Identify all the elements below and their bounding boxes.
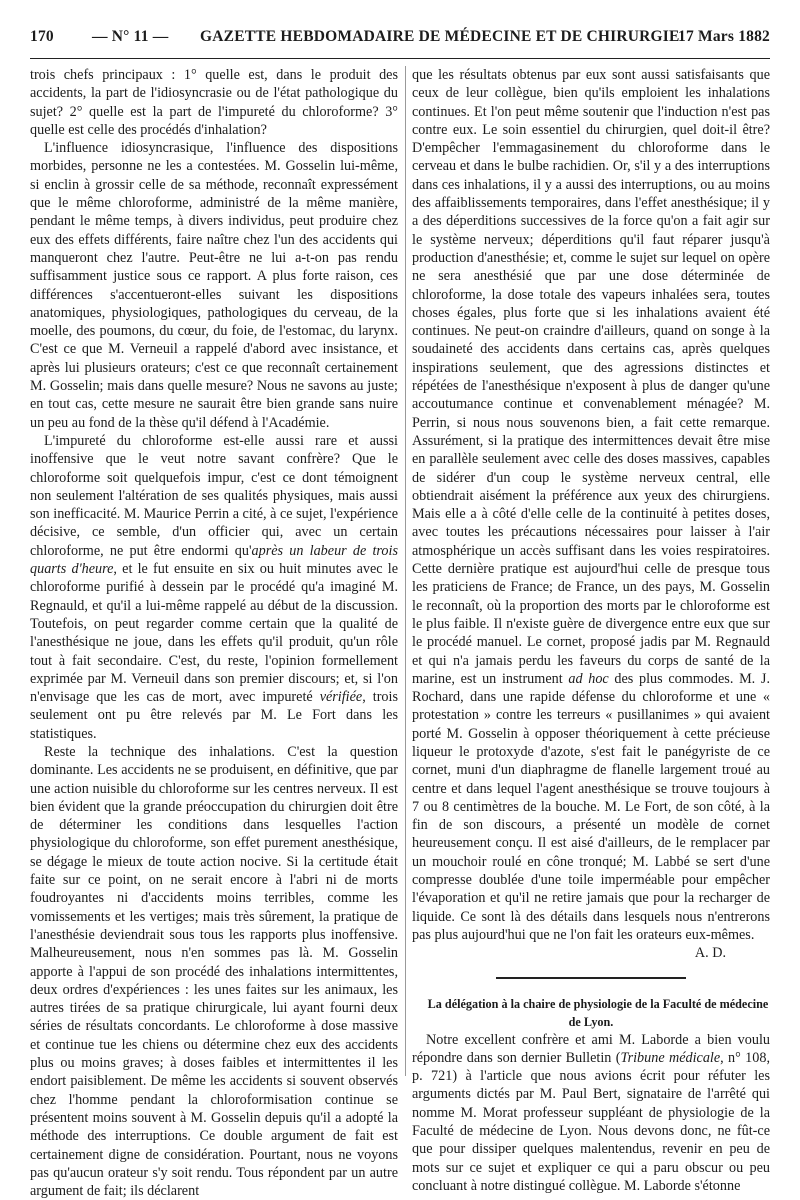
- left-column: [30, 66, 399, 1200]
- text-run: Notre excellent confrère et ami M. Laborde a bien voulu répondre dans son dernier Bulletin (: [412, 1031, 770, 1066]
- right-column: [412, 66, 770, 1194]
- text-run: des plus commodes. M. J. Rochard, dans une rapide défense du chloroforme et une « protestation » contre les terreurs « pusillanimes » qui avaient porté M. Gosselin à opposer théoriquement à cette précieuse liqueur le protoxyde d'azote, s'est fait le panégyriste de ce cornet, muni d'un diaphragme de flanelle largement troué au centre et dans lequel l'agent anesthésique se trouve toujours à 7 ou 8 centimètres de la bouche. M. Le Fort, de son côté, à la fin de son discours, a présenté un modèle de cornet heureusement conçu. Il est aisé d'ailleurs, de le remplacer par un mouchoir roulé en cône tronqué; M. Labbé se sert d'une compresse doublée d'une toile imperméable pour empêcher l'évaporation et qu'il ne retire jamais que pour la recharger de liquide. Ce sont là des détails dans lesquels nous n'entrerons pas plus aujourd'hui que ne l'on fait les orateurs eux-mêmes.: [412, 670, 770, 943]
- page-number: 170: [30, 28, 54, 45]
- page-header: [30, 28, 770, 54]
- paragraph: [412, 1031, 770, 1196]
- paragraph: L'influence idiosyncrasique, l'influence des dispositions morbides, personne ne les a contestées. M. Gosselin lui-même, si enclin à grossir celle de sa méthode, reconnaît expressément que le même chloroforme, administré de la même manière, pendant le même temps, à divers individus, peut produire chez eux des effets différents, faire naître chez l'un des accidents qui manqueront chez l'autre. Peut-être ne lui a-t-on pas rendu suffisamment justice sous ce rapport. A plus forte raison, ces différences s'accentueront-elles suivant les dispositions anatomiques, physiologiques, pathologiques du cerveau, de la moelle, des poumons, du cœur, du foie, de l'estomac, du larynx. C'est ce que M. Verneuil a rappelé d'abord avec insistance, et après lui plusieurs orateurs; c'est ce que reconnaît certainement M. Gosselin; mais dans quelle mesure? Nous ne savons au juste; en tout cas, cette mesure ne saurait être bien grande sans nuire un peu au fond de la thèse qu'il défend à l'Académie.: [30, 140, 398, 431]
- journal-title: GAZETTE HEBDOMADAIRE DE MÉDECINE ET DE CHIRURGIE: [200, 28, 680, 45]
- issue-number: — N° 11 —: [92, 28, 169, 45]
- issue-date: 17 Mars 1882: [678, 28, 770, 45]
- text-run: , trois seulement ont pu être relevés par M. Le Fort dans les statistiques.: [30, 689, 398, 742]
- italic-text: après un labeur de trois quarts d'heure: [30, 542, 398, 578]
- section-title: La délégation à la chaire de physiologie de la Faculté de médecine de Lyon.: [427, 996, 769, 1029]
- text-run: que les résultats obtenus par eux sont aussi satisfaisants que ceux de leur collègue, bien qu'ils emploient les inhalations continues. Et l'on peut même soutenir que l'induction n'est pas contre eux. Le soin essentiel du chirurgien, quel doit-il être? D'empêcher l'emmagasinement du chloroforme dans le cerveau et dans le bulbe rachidien. Or, s'il y a des interruptions dans ces inhalations, il y a aussi des interruptions, ou au moins des affaiblissements temporaires, dans l'effet anesthésique; il y a des déperditions successives de la force qu'on a fait agir sur le système nerveux; déperditions qu'il faut réparer jusqu'à production d'anesthésie; et, comme le sujet sur lequel on opère ne sera anesthésié que par une dose déterminée de chloroforme, la dose totale des vapeurs inhalées sera, toutes choses égales, plus forte que si les inhalations avaient été continues. Ne peut-on craindre d'ailleurs, quand on songe à la soudaineté des accidents dans certains cas, après quelques inspirations seulement, que des agressions distinctes et répétées de l'anesthésique n'exposent à plus de danger qu'une accoutumance continue et convenablement ménagée? M. Perrin, si nous nous souvenons bien, a fait cette remarque. Assurément, si la pratique des intermittences devait être mise en parallèle seulement avec celle des doses massives, capables de sidérer d'un coup le système nerveux central, elle obtiendrait aisément la préférence aux yeux des chirurgiens. Mais elle a à côté d'elle celle de la continuité à petites doses, avec toutes les précautions nécessaires pour laisser à l'air atmosphérique un accès suffisant dans les voies respiratoires. Cette dernière pratique est aujourd'hui celle de presque tous les praticiens de France; de France, un des pays, M. Gosselin le reconnaît, où la proportion des morts par le chloroforme est le plus faible. Il n'existe guère de divergence entre eux que sur le procédé manuel. Le cornet, proposé jadis par M. Regnauld et qui n'a jamais perdu les faveurs du corps de santé de la marine, est un instrument: [412, 67, 770, 687]
- section-rule: [496, 977, 686, 979]
- paragraph: Reste la technique des inhalations. C'est la question dominante. Les accidents ne se produisent, en définitive, que par une action nuisible du chloroforme sur les centres nerveux. Il est bien évident que la grande préoccupation du chirurgien doit être de déterminer les conditions dans lesquelles l'action physiologique du chloroforme, son effet purement anesthésique, se dégage le mieux de toute action nocive. Si la certitude était faite sur ce point, on ne serait encore à l'abri ni de morts foudroyantes ni d'accidents moins terribles, comme les vomissements et les vertiges; mais très sûrement, la pratique de l'anesthésie deviendrait sous tous les rapports plus inoffensive. Malheureusement, nous n'en sommes pas là. M. Gosselin apporte à l'appui de son procédé des inhalations intermittentes, deux ordres d'expériences : les unes faites sur les animaux, les autres tirées de sa pratique chirurgicale, lui ayant fourni deux séries de résultats concordants. Le chloroforme à dose massive et continue tue les chiens ou détermine chez eux des accidents plus ou moins graves; à doses faibles et intermittentes il les endort paisiblement. De même les accidents si souvent observés chez l'homme pendant la chloroformisation continue se présentent moins souvent à M. Gosselin depuis qu'il a adopté la méthode des interruptions. Ce double argument de fait est certainement digne de considération. Pourtant, nous ne voyons pas qu'aucun orateur s'y soit rendu. Tous répondent par un autre argument de fait; ils déclarent: [30, 743, 398, 1200]
- paragraph: [30, 432, 398, 743]
- italic-text: vérifiée: [319, 689, 363, 706]
- paragraph: [412, 66, 770, 944]
- column-separator: [405, 66, 406, 1076]
- text-run: L'impureté du chloroforme est-elle aussi rare et aussi inoffensive que le veut notre savant confrère? Que le chloroforme soit quelquefois impur, c'est ce dont témoignent non seulement l'altération de ses qualités physiques, mais aussi son inefficacité. M. Maurice Perrin a cité, à ce sujet, l'expérience décisive, ce semble, d'un officier qui, avec un certain chloroforme, ne put être endormi qu': [30, 432, 398, 559]
- header-rule: [30, 58, 770, 59]
- article-signature: A. D.: [694, 945, 726, 962]
- text-run: , n° 108, p. 721) à l'article que nous avions écrit pour réfuter les arguments dictés par M. Paul Bert, signataire de l'arrêté qui nomme M. Morat professeur suppléant de physiologie de la Faculté de médecine de Lyon. Nous devons donc, ne fût-ce que pour dissiper quelques malentendus, revenir en peu de mots sur ce sujet et expliquer ce qui a paru obscur ou peu concluant à notre distingué collègue. M. Laborde s'étonne: [412, 1049, 770, 1194]
- italic-text: ad hoc: [568, 670, 609, 687]
- paragraph: trois chefs principaux : 1° quelle est, dans le produit des accidents, la part de l'idiosyncrasie ou de l'état pathologique du sujet? 2° quelle est la part de l'impureté du chloroforme? 3° quelle est celle des procédés d'inhalation?: [30, 67, 398, 138]
- text-run: , et le fut ensuite en six ou huit minutes avec le chloroforme purifié à dessein par le procédé qu'a imaginé M. Regnauld, et qu'il a lui-même rappelé au début de la discussion. Toutefois, on peut regarder comme certain que la qualité de l'anesthésique ne joue, dans les effets qu'il produit, qu'un rôle tout à fait secondaire. C'est, du reste, l'opinion formellement exprimée par M. Verneuil dans son premier discours; et, si l'on n'envisage que les cas de mort, avec impureté: [30, 561, 399, 706]
- italic-text: Tribune médicale: [620, 1049, 721, 1066]
